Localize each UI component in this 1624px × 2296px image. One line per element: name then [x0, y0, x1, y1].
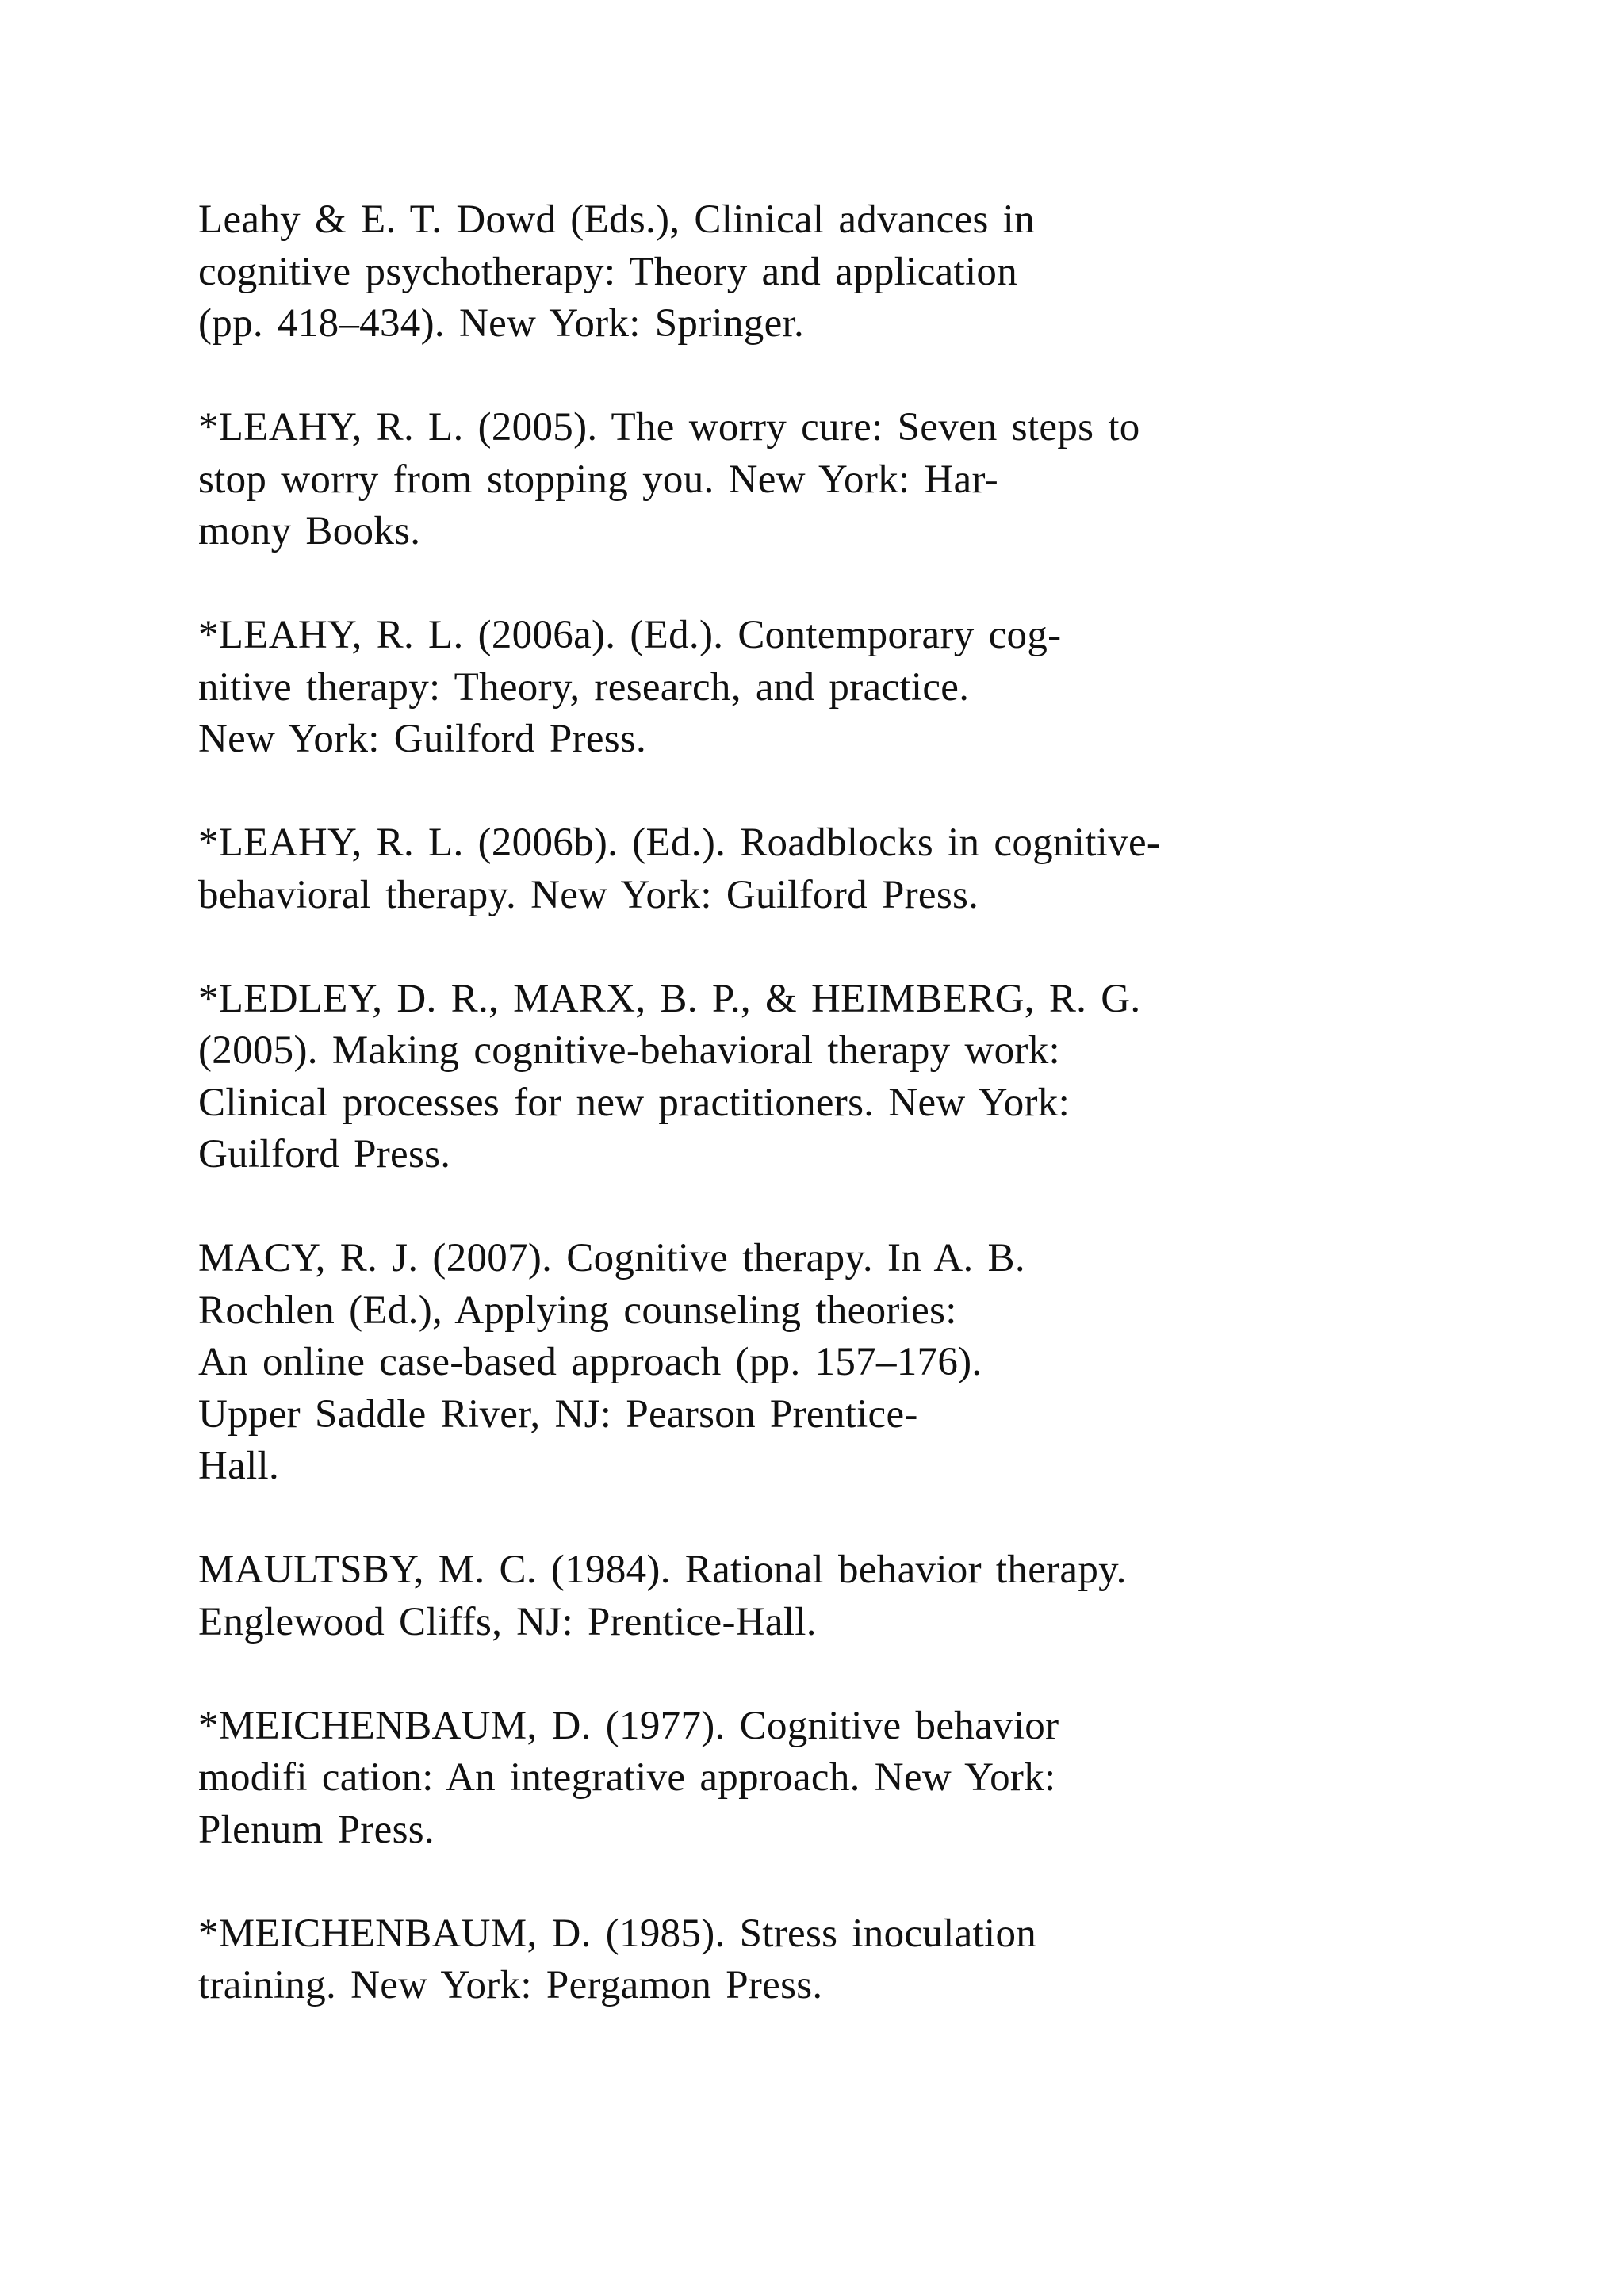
reference-line: Rochlen (Ed.), Applying counseling theories:: [198, 1288, 957, 1333]
reference-line: *MEICHENBAUM, D. (1977). Cognitive behavior: [198, 1703, 1059, 1748]
reference-line: *MEICHENBAUM, D. (1985). Stress inoculation: [198, 1911, 1037, 1956]
reference-entry: [198, 402, 1546, 558]
reference-line: modifi cation: An integrative approach. New York:: [198, 1755, 1056, 1800]
reference-line: Guilford Press.: [198, 1132, 451, 1177]
reference-entry: [198, 610, 1546, 766]
reference-line: *LEAHY, R. L. (2006a). (Ed.). Contemporary cog-: [198, 613, 1062, 657]
reference-entry: [198, 194, 1546, 350]
reference-entry: [198, 1233, 1546, 1493]
reference-entry: [198, 1908, 1546, 2012]
reference-entry: [198, 817, 1546, 921]
reference-line: Hall.: [198, 1444, 280, 1488]
reference-line: stop worry from stopping you. New York: Har-: [198, 457, 999, 502]
reference-entry: [198, 974, 1546, 1181]
reference-line: *LEAHY, R. L. (2006b). (Ed.). Roadblocks in cognitive-: [198, 821, 1161, 865]
reference-line: nitive therapy: Theory, research, and practice.: [198, 664, 970, 710]
reference-entry: [198, 1701, 1546, 1857]
reference-line: (pp. 418–434). New York: Springer.: [198, 301, 805, 346]
reference-line: (2005). Making cognitive-behavioral therapy work:: [198, 1028, 1060, 1073]
reference-line: mony Books.: [198, 509, 421, 553]
reference-line: Plenum Press.: [198, 1807, 435, 1852]
reference-line: Clinical processes for new practitioners. New York:: [198, 1080, 1071, 1125]
reference-line: training. New York: Pergamon Press.: [198, 1963, 823, 2007]
reference-line: Englewood Cliffs, NJ: Prentice-Hall.: [198, 1599, 817, 1644]
reference-entry: [198, 1544, 1546, 1648]
reference-line: Leahy & E. T. Dowd (Eds.), Clinical advances in: [198, 197, 1035, 242]
reference-line: New York: Guilford Press.: [198, 717, 647, 761]
reference-line: MACY, R. J. (2007). Cognitive therapy. In A. B.: [198, 1236, 1025, 1280]
reference-list: [198, 194, 1546, 2064]
reference-line: *LEDLEY, D. R., MARX, B. P., & HEIMBERG, R. G.: [198, 976, 1141, 1021]
reference-line: Upper Saddle River, NJ: Pearson Prentice-: [198, 1391, 918, 1437]
reference-line: An online case-based approach (pp. 157–176).: [198, 1340, 982, 1384]
reference-line: MAULTSBY, M. C. (1984). Rational behavior therapy.: [198, 1548, 1127, 1592]
reference-line: cognitive psychotherapy: Theory and application: [198, 249, 1018, 294]
reference-line: *LEAHY, R. L. (2005). The worry cure: Seven steps to: [198, 405, 1140, 450]
reference-line: behavioral therapy. New York: Guilford Press.: [198, 872, 979, 917]
